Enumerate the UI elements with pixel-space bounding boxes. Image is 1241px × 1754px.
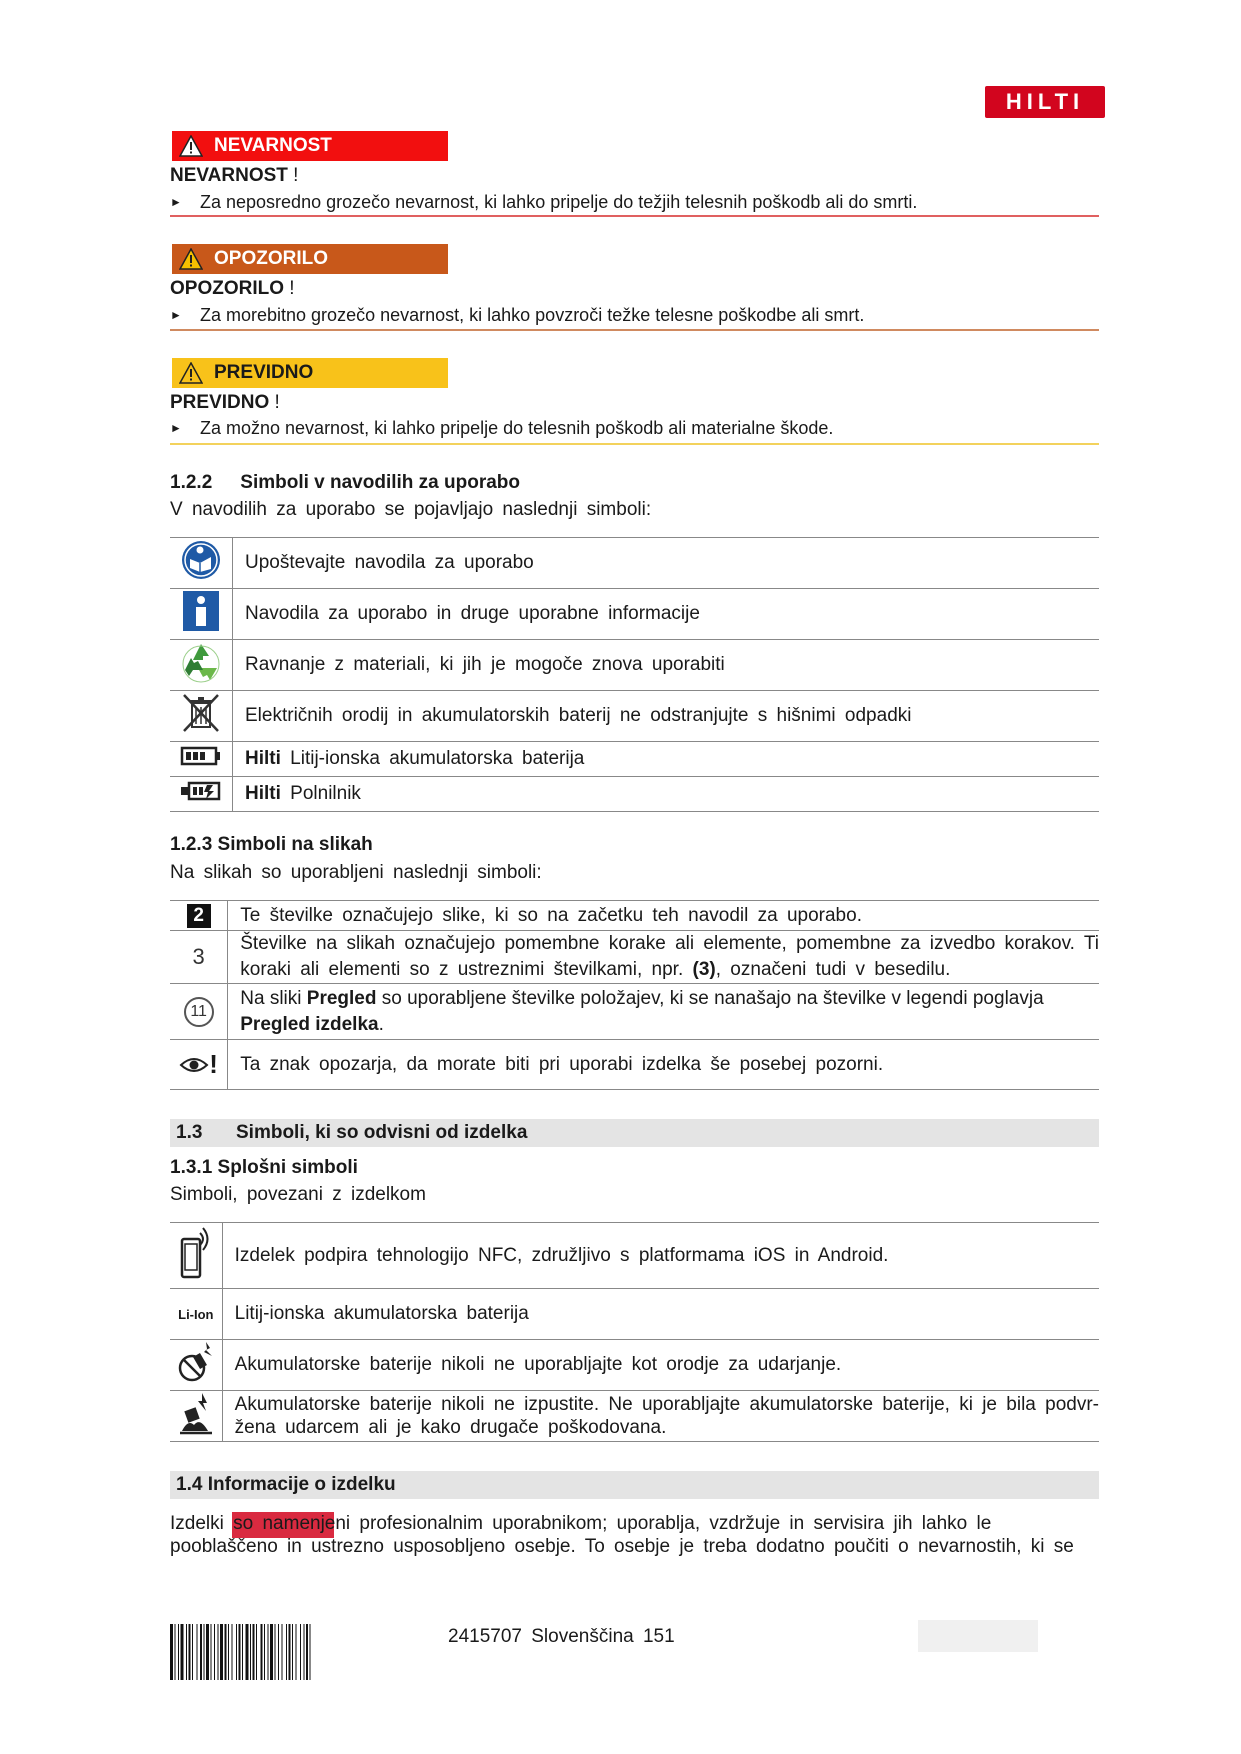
barcode-bar: [225, 1624, 227, 1680]
barcode-bar: [275, 1624, 276, 1680]
symbol-text: Litij-ionska akumulatorska baterija: [222, 1289, 1099, 1340]
nfc-phone-icon: [170, 1223, 222, 1289]
barcode-bar: [256, 1624, 257, 1680]
barcode-bar: [178, 1624, 179, 1680]
barcode-bar: [261, 1624, 263, 1680]
hazard-warning-label: OPOZORILO: [214, 248, 328, 269]
barcode-bar: [236, 1624, 237, 1680]
barcode-bar: [228, 1624, 229, 1680]
section-1-3-1-heading: 1.3.1 Splošni simboli: [170, 1157, 358, 1178]
symbol-text: Hilti Litij-ionska akumulatorska baterija: [233, 742, 1100, 777]
divider: [170, 215, 1099, 217]
table-row: [170, 777, 1099, 812]
section-1-2-2-intro: V navodilih za uporabo se pojavljajo naslednji simboli:: [170, 499, 652, 520]
li-ion-icon: Li-Ion: [170, 1289, 222, 1340]
barcode-bar: [304, 1624, 305, 1680]
table-row: [170, 538, 1099, 589]
barcode-bar: [286, 1624, 287, 1680]
figure-symbols-table: [170, 900, 1099, 1090]
barcode-bar: [181, 1624, 184, 1680]
barcode: [170, 1624, 424, 1680]
info-icon: [170, 589, 233, 640]
barcode-bar: [246, 1624, 249, 1680]
manual-symbols-table: [170, 537, 1099, 812]
barcode-bar: [300, 1624, 301, 1680]
symbol-text: Ta znak opozarja, da morate biti pri uporabi izdelka še posebej pozorni.: [228, 1040, 1099, 1090]
hazard-danger-title: NEVARNOST !: [170, 165, 299, 186]
warning-triangle-icon: [172, 248, 210, 270]
hazard-caution-title: PREVIDNO !: [170, 392, 280, 413]
hazard-warning-banner: [172, 244, 448, 274]
table-row: [170, 589, 1099, 640]
read-manual-icon: [170, 538, 233, 589]
barcode-bar: [218, 1624, 219, 1680]
barcode-bar: [270, 1624, 273, 1680]
hazard-caution-label: PREVIDNO: [214, 362, 314, 383]
hilti-logo: HILTI: [985, 86, 1105, 118]
charger-icon: [170, 777, 233, 812]
divider: [170, 329, 1099, 331]
section-1-3-heading: 1.3 Simboli, ki so odvisni od izdelka: [170, 1119, 1099, 1147]
symbol-text: Upoštevajte navodila za uporabo: [233, 538, 1100, 589]
barcode-bar: [232, 1624, 233, 1680]
barcode-bar: [200, 1624, 202, 1680]
section-1-4-line-1: Izdelki so namenjeni profesionalnim uporabnikom; uporablja, vzdržuje in servisira jih lahko le: [170, 1513, 992, 1534]
table-row: [170, 1040, 1099, 1090]
barcode-bar: [189, 1624, 191, 1680]
symbol-text: Izdelek podpira tehnologijo NFC, združljivo s platformama iOS in Android.: [222, 1223, 1099, 1289]
step-number-icon: 3: [170, 931, 228, 984]
recycle-icon: [170, 640, 233, 691]
symbol-text: Na sliki Pregled so uporabljene številke položajev, ki se nanašajo na številke v legendi poglavja Pregled izdelka.: [228, 984, 1099, 1040]
hazard-warning-title: OPOZORILO !: [170, 278, 295, 299]
barcode-bar: [250, 1624, 251, 1680]
hazard-warning-text: ► Za morebitno grozečo nevarnost, ki lahko povzroči težke telesne poškodbe ali smrt.: [170, 305, 865, 325]
section-1-2-3-intro: Na slikah so uporabljeni naslednji simboli:: [170, 862, 542, 883]
symbol-text: Ravnanje z materiali, ki jih je mogoče znova uporabiti: [233, 640, 1100, 691]
divider: [170, 443, 1099, 445]
symbol-text: Hilti Polnilnik: [233, 777, 1100, 812]
barcode-bar: [278, 1624, 279, 1680]
product-symbols-table: [170, 1222, 1099, 1442]
crossed-bin-icon: [170, 691, 233, 742]
barcode-bar: [220, 1624, 223, 1680]
barcode-bar: [242, 1624, 243, 1680]
barcode-bar: [239, 1624, 241, 1680]
warning-triangle-icon: [172, 135, 210, 157]
barcode-bar: [214, 1624, 215, 1680]
table-row: [170, 984, 1099, 1040]
barcode-bar: [192, 1624, 193, 1680]
barcode-bar: [268, 1624, 269, 1680]
hazard-caution-banner: [172, 358, 448, 388]
table-row: [170, 901, 1099, 931]
page-footer: 2415707 Slovenščina 151: [448, 1626, 675, 1647]
barcode-bar: [253, 1624, 255, 1680]
barcode-bar: [306, 1624, 308, 1680]
barcode-bar: [296, 1624, 297, 1680]
table-row: [170, 1289, 1099, 1340]
section-1-2-3-heading: 1.2.3 Simboli na slikah: [170, 834, 373, 855]
barcode-bar: [264, 1624, 265, 1680]
position-number-icon: 11: [170, 984, 228, 1040]
table-row: [170, 931, 1099, 984]
footer-grey-box: [918, 1620, 1038, 1652]
no-hammer-icon: [170, 1340, 222, 1391]
section-1-4-line-2: pooblaščeno in ustrezno usposobljeno osebje. To osebje je treba dodatno poučiti o nevarnostih, ki se: [170, 1536, 1074, 1557]
table-row: [170, 640, 1099, 691]
barcode-bar: [170, 1624, 173, 1680]
table-row: [170, 691, 1099, 742]
table-row: [170, 742, 1099, 777]
barcode-bar: [289, 1624, 291, 1680]
symbol-text: Te številke označujejo slike, ki so na začetku teh navodil za uporabo.: [228, 901, 1099, 931]
no-drop-icon: [170, 1391, 222, 1442]
symbol-text: Številke na slikah označujejo pomembne korake ali elemente, pomembne za izvedbo korakov. Ti koraki ali elementi so z ustreznimi številkami, npr. (3), označeni tudi v besedilu.: [228, 931, 1099, 984]
barcode-bar: [211, 1624, 212, 1680]
section-1-2-2-heading: 1.2.2 Simboli v navodilih za uporabo: [170, 472, 521, 493]
attention-eye-icon: !: [170, 1040, 228, 1090]
symbol-text: Električnih orodij in akumulatorskih baterij ne odstranjujte s hišnimi odpadki: [233, 691, 1100, 742]
hazard-danger-label: NEVARNOST: [214, 135, 332, 156]
warning-triangle-icon: [172, 362, 210, 384]
section-1-3-1-intro: Simboli, povezani z izdelkom: [170, 1184, 426, 1205]
barcode-bar: [282, 1624, 283, 1680]
barcode-bar: [204, 1624, 205, 1680]
barcode-bar: [206, 1624, 209, 1680]
hazard-danger-banner: [172, 131, 448, 161]
hazard-danger-text: ► Za neposredno grozečo nevarnost, ki lahko pripelje do težjih telesnih poškodb ali do smrti.: [170, 192, 918, 212]
symbol-text: Navodila za uporabo in druge uporabne informacije: [233, 589, 1100, 640]
barcode-bar: [292, 1624, 293, 1680]
barcode-bar: [197, 1624, 198, 1680]
barcode-bar: [186, 1624, 187, 1680]
barcode-bar: [175, 1624, 176, 1680]
table-row: [170, 1223, 1099, 1289]
battery-icon: [170, 742, 233, 777]
figure-number-icon: 2: [170, 901, 228, 931]
table-row: [170, 1340, 1099, 1391]
table-row: [170, 1391, 1099, 1442]
symbol-text: Akumulatorske baterije nikoli ne izpustite. Ne uporabljajte akumulatorske baterije, ki je bila podvr- žena udarcem ali je kako drugače poškodovana.: [222, 1391, 1099, 1442]
symbol-text: Akumulatorske baterije nikoli ne uporabljajte kot orodje za udarjanje.: [222, 1340, 1099, 1391]
hazard-caution-text: ► Za možno nevarnost, ki lahko pripelje do telesnih poškodb ali materialne škode.: [170, 418, 834, 438]
section-1-4-heading: 1.4 Informacije o izdelku: [170, 1471, 1099, 1499]
barcode-bar: [310, 1624, 311, 1680]
